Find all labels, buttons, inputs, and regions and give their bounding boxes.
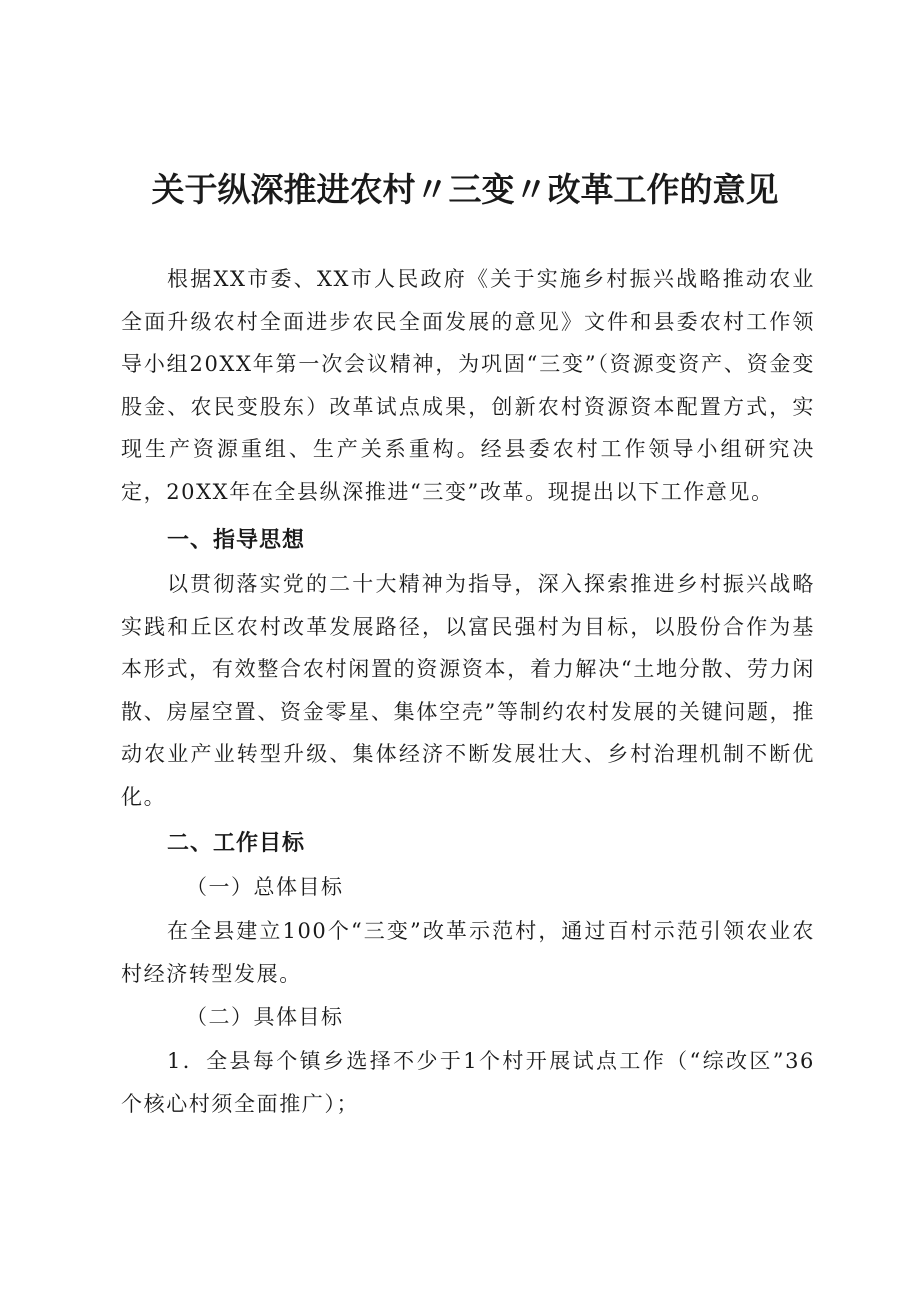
subheading-specific-goals: （二）具体目标 — [186, 1005, 344, 1029]
section-heading-guiding-ideology: 一、指导思想 — [167, 528, 306, 553]
document-title: 关于纵深推进农村〃三变〃改革工作的意见 — [151, 170, 779, 209]
intro-paragraph: 根据XX市委、XX市人民政府《关于实施乡村振兴战略推动农业全面升级农村全面进步农民全面发展的意见》文件和县委农村工作领导小组20XX年第一次会议精神，为巩固“三变”（资源变资产、资金变股金、农民变股东）改革试点成果，创新农村资源资本配置方式，实现生产资源重组、生产关系重构。经县委农村工作领导小组研究决定，20XX年在全县纵深推进“三变”改革。现提出以下工作意见。 — [121, 267, 815, 504]
guiding-ideology-paragraph: 以贯彻落实党的二十大精神为指导，深入探索推进乡村振兴战略实践和丘区农村改革发展路径，以富民强村为目标，以股份合作为基本形式，有效整合农村闲置的资源资本，着力解决“土地分散、劳力闲散、房屋空置、资金零星、集体空壳”等制约农村发展的关键问题，推动农业产业转型升级、集体经济不断发展壮大、乡村治理机制不断优化。 — [121, 572, 815, 809]
overall-goal-paragraph: 在全县建立100个“三变”改革示范村，通过百村示范引领农业农村经济转型发展。 — [121, 919, 815, 986]
section-heading-work-goals: 二、工作目标 — [167, 831, 306, 856]
specific-goal-item-1: 1．全县每个镇乡选择不少于1个村开展试点工作（“综改区”36个核心村须全面推广）； — [121, 1049, 815, 1116]
subheading-overall-goal: （一）总体目标 — [186, 875, 344, 899]
